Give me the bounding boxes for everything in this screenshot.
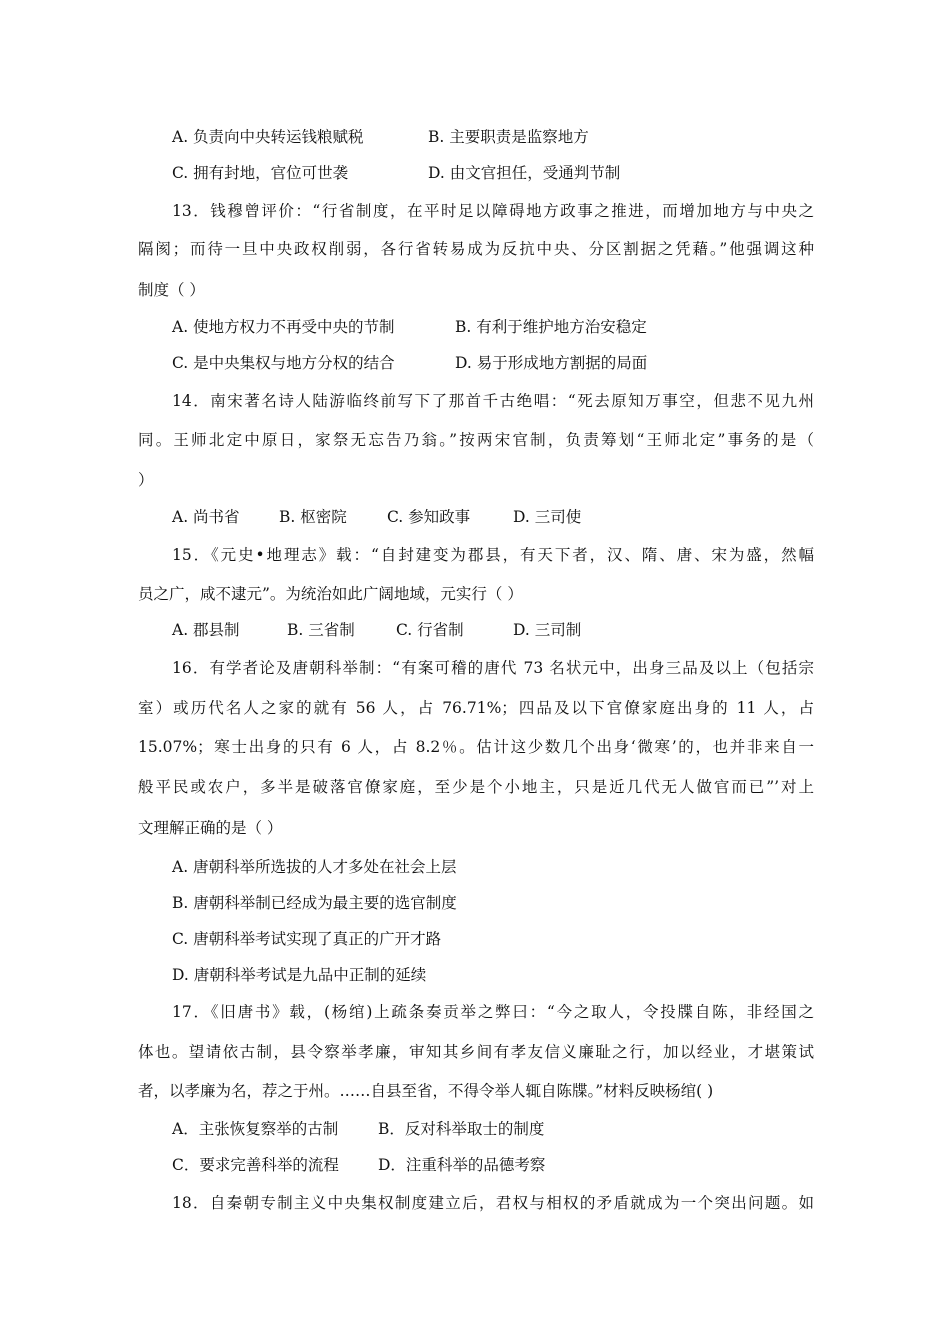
q12-option-d: D. 由文官担任，受通判节制 — [428, 164, 621, 182]
q16-stem-line-5: 文理解正确的是（ ） — [138, 819, 283, 837]
q15-option-a: A. 郡县制 — [172, 621, 240, 639]
q16-option-d: D. 唐朝科举考试是九品中正制的延续 — [172, 966, 427, 984]
q12-option-c: C. 拥有封地，官位可世袭 — [172, 164, 349, 182]
q13-option-a: A. 使地方权力不再受中央的节制 — [172, 318, 395, 336]
q16-option-b: B. 唐朝科举制已经成为最主要的选官制度 — [172, 894, 457, 912]
q13-option-c: C. 是中央集权与地方分权的结合 — [172, 354, 395, 372]
q17-stem-line-1: 17．《旧唐书》载，(杨绾)上疏条奏贡举之弊曰：“今之取人，令投牒自陈，非经国之 — [172, 1003, 814, 1021]
q13-stem-line-3: 制度（ ） — [138, 281, 205, 299]
q13-stem-line-2: 隔阂；而待一旦中央政权削弱，各行省转易成为反抗中央、分区割据之凭藉。”他强调这种 — [138, 240, 814, 258]
q15-option-d: D. 三司制 — [513, 621, 582, 639]
q15-option-b: B. 三省制 — [287, 621, 355, 639]
q17-option-b: B．反对科举取士的制度 — [378, 1120, 545, 1138]
q14-option-c: C. 参知政事 — [387, 508, 471, 526]
q12-option-a: A. 负责向中央转运钱粮赋税 — [172, 128, 364, 146]
q18-stem-line-1: 18．自秦朝专制主义中央集权制度建立后，君权与相权的矛盾就成为一个突出问题。如 — [172, 1194, 814, 1212]
q14-stem-line-3: ） — [138, 471, 154, 489]
q14-stem-line-2: 同。王师北定中原日，家祭无忘告乃翁。”按两宋官制，负责筹划“王师北定”事务的是（ — [138, 431, 814, 449]
q17-stem-line-3: 者，以孝廉为名，荐之于州。……自县至省，不得令举人辄自陈牒。”材料反映杨绾( ) — [138, 1082, 714, 1100]
q16-stem-line-2: 室）或历代名人之家的就有 56 人，占 76.71%；四品及以下官僚家庭出身的 11 人，占 — [138, 699, 814, 717]
q14-option-b: B. 枢密院 — [279, 508, 347, 526]
q17-option-a: A．主张恢复察举的古制 — [172, 1120, 339, 1138]
q16-stem-line-4: 般平民或农户，多半是破落官僚家庭，至少是个小地主，只是近几代无人做官而已”’对上 — [138, 778, 814, 796]
q17-option-c: C．要求完善科举的流程 — [172, 1156, 339, 1174]
q13-option-b: B. 有利于维护地方治安稳定 — [455, 318, 647, 336]
q13-option-d: D. 易于形成地方割据的局面 — [455, 354, 648, 372]
q15-stem-line-2: 员之广，咸不逮元”。为统治如此广阔地域，元实行（ ） — [138, 585, 523, 603]
q16-stem-line-1: 16．有学者论及唐朝科举制：“有案可稽的唐代 73 名状元中，出身三品及以上（包括宗 — [172, 659, 814, 677]
q16-option-c: C. 唐朝科举考试实现了真正的广开才路 — [172, 930, 442, 948]
q12-option-b: B. 主要职责是监察地方 — [428, 128, 589, 146]
q17-stem-line-2: 体也。望请依古制，县令察举孝廉，审知其乡间有孝友信义廉耻之行，加以经业，才堪策试 — [138, 1043, 814, 1061]
q14-option-d: D. 三司使 — [513, 508, 582, 526]
q15-stem-line-1: 15．《元史•地理志》载：“自封建变为郡县，有天下者，汉、隋、唐、宋为盛，然幅 — [172, 546, 814, 564]
q16-option-a: A. 唐朝科举所选拔的人才多处在社会上层 — [172, 858, 457, 876]
q14-stem-line-1: 14．南宋著名诗人陆游临终前写下了那首千古绝唱：“死去原知万事空，但悲不见九州 — [172, 392, 814, 410]
q17-option-d: D．注重科举的品德考察 — [378, 1156, 546, 1174]
q15-option-c: C. 行省制 — [396, 621, 464, 639]
q16-stem-line-3: 15.07%；寒士出身的只有 6 人，占 8.2％。估计这少数几个出身‘微寒’的，也并非来自一 — [138, 738, 814, 756]
q14-option-a: A. 尚书省 — [172, 508, 240, 526]
q13-stem-line-1: 13．钱穆曾评价：“行省制度，在平时足以障碍地方政事之推进，而增加地方与中央之 — [172, 202, 814, 220]
